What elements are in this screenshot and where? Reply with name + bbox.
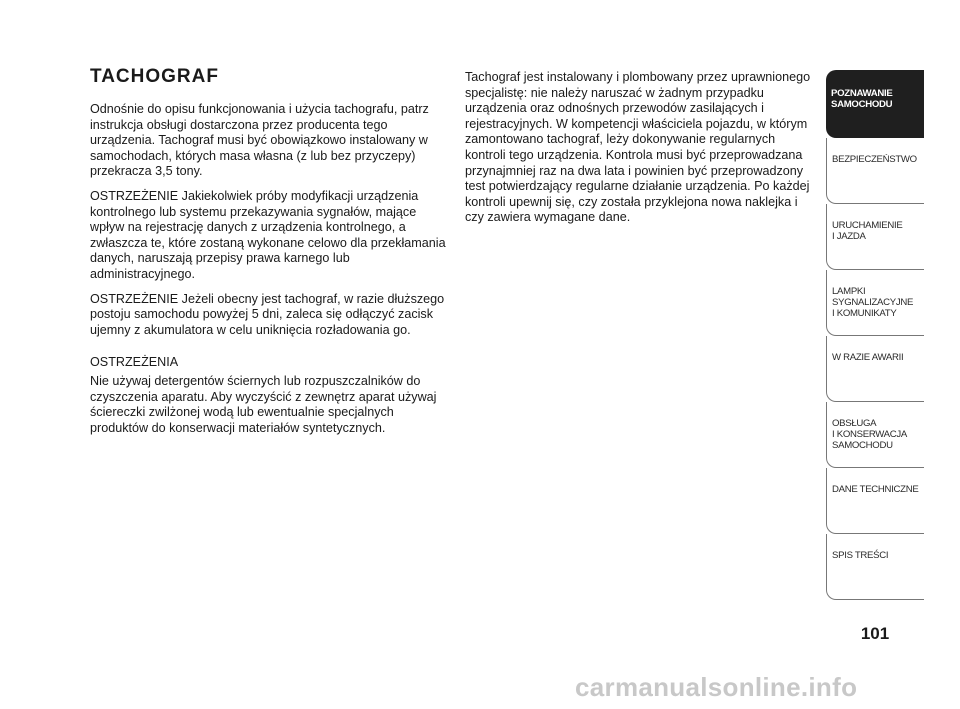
installation-paragraph: Tachograf jest instalowany i plombowany przez uprawnionego specjalistę: nie należy naruszać w żadnym przypadku urządzenia oraz odnośnych przewodów zasilających i rejestracyjnych. W kompetencji właściciela pojazdu, w którym zamontowano tachograf, leży dokonywanie regularnych kontroli tego urządzenia. Kontrola musi być przeprowadzana przynajmniej raz na dwa lata i powinien być przeprowadzony test potwierdzający regularne działanie urządzenia. Po każdej kontroli upewnij się, czy została przyklejona nowa naklejka i czy zawiera wymagane dane. — [465, 70, 811, 225]
page-title: TACHOGRAF — [90, 66, 219, 87]
page-number: 101 — [860, 624, 890, 643]
warnings-text: Nie używaj detergentów ściernych lub rozpuszczalników do czyszczenia aparatu. Aby wyczyścić z zewnętrz aparat używaj ściereczki zwilżonej wodą lub ewentualnie specjalnych produktów do konserwacji materiałów syntetycznych. — [90, 373, 437, 435]
chapter-tab-dane-techniczne[interactable]: DANE TECHNICZNE — [826, 468, 924, 534]
chapter-sidebar — [826, 70, 924, 600]
chapter-tab-spis-tresci[interactable]: SPIS TREŚCI — [826, 534, 924, 600]
chapter-tab-w-razie-awarii[interactable]: W RAZIE AWARII — [826, 336, 924, 402]
chapter-tab-lampki-sygnalizacyjne[interactable]: LAMPKI SYGNALIZACYJNE I KOMUNIKATY — [826, 270, 924, 336]
chapter-tab-bezpieczenstwo[interactable]: BEZPIECZEŃSTWO — [826, 138, 924, 204]
warning-paragraph-2: OSTRZEŻENIE Jeżeli obecny jest tachograf, w razie dłuższego postoju samochodu powyżej 5 dni, zaleca się odłączyć zacisk ujemny z akumulatora w celu uniknięcia rozładowania go. — [90, 291, 445, 337]
watermark: carmanualsonline.info — [575, 672, 858, 702]
intro-paragraph: Odnośnie do opisu funkcjonowania i użycia tachografu, patrz instrukcja obsługi dostarczona przez producenta tego urządzenia. Tachograf musi być obowiązkowo instalowany w samochodach, których masa własna (z lub bez przyczepy) przekracza 3,5 tony. — [90, 102, 429, 179]
right-column — [465, 70, 817, 235]
chapter-tab-uruchamienie-i-jazda[interactable]: URUCHAMIENIE I JAZDA — [826, 204, 924, 270]
warnings-heading: OSTRZEŻENIA — [90, 355, 179, 370]
chapter-tab-poznawanie-samochodu[interactable]: POZNAWANIE SAMOCHODU — [826, 70, 924, 138]
warning-paragraph-1: OSTRZEŻENIE Jakiekolwiek próby modyfikacji urządzenia kontrolnego lub systemu przekazywania sygnałów, mające wpływ na rejestrację danych z urządzenia kontrolnego, a zwłaszcza te, które zostaną wykonane celowo dla przekłamania danych, naruszają przepisy prawa karnego lub administracyjnego. — [90, 188, 446, 281]
left-column — [90, 66, 450, 445]
chapter-tab-obsluga-i-konserwacja[interactable]: OBSŁUGA I KONSERWACJA SAMOCHODU — [826, 402, 924, 468]
